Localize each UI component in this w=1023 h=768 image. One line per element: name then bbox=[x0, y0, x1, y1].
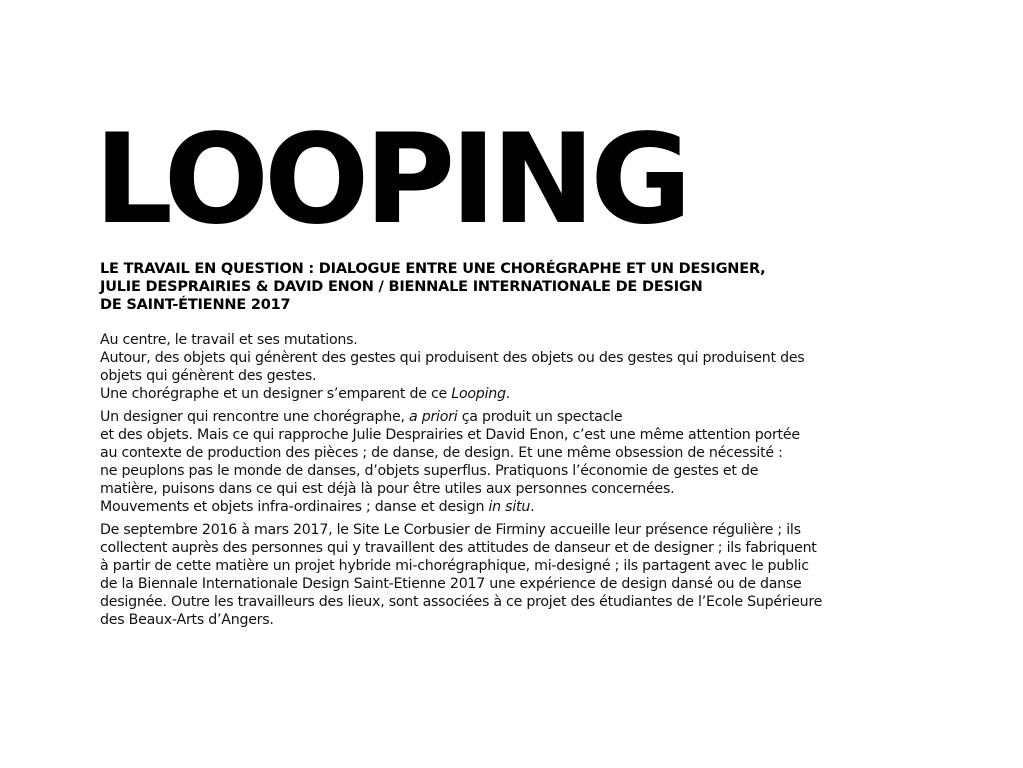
text-fragment: Une chorégraphe et un designer s’emparent de ce bbox=[100, 386, 452, 402]
text-line: de la Biennale Internationale Design Saint-Etienne 2017 une expérience de design dansé ou de danse bbox=[100, 576, 802, 592]
italic-looping: Looping bbox=[451, 386, 506, 402]
text-line: au contexte de production des pièces ; de danse, de design. Et une même obsession de nécessité : bbox=[100, 445, 783, 461]
subtitle-line: DE SAINT-ÉTIENNE 2017 bbox=[100, 297, 291, 313]
text-fragment: . bbox=[530, 499, 535, 515]
subtitle-line: LE TRAVAIL EN QUESTION : DIALOGUE ENTRE UNE CHORÉGRAPHE ET UN DESIGNER, bbox=[100, 261, 766, 277]
subtitle-line: JULIE DESPRAIRIES & DAVID ENON / BIENNALE INTERNATIONALE DE DESIGN bbox=[100, 279, 703, 295]
italic-in-situ: in situ bbox=[488, 499, 531, 515]
paragraph-firminy bbox=[100, 521, 930, 629]
text-fragment: . bbox=[505, 386, 511, 402]
text-line bbox=[100, 408, 930, 426]
text-line: objets qui génèrent des gestes. bbox=[100, 368, 317, 384]
italic-a-priori: a priori bbox=[408, 409, 458, 425]
text-line: Autour, des objets qui génèrent des gestes qui produisent des objets ou des gestes qui produisent des bbox=[100, 350, 805, 366]
text-line: et des objets. Mais ce qui rapproche Julie Desprairies et David Enon, c’est une même attention portée bbox=[100, 427, 800, 443]
text-line: ne peuplons pas le monde de danses, d’objets superflus. Pratiquons l’économie de gestes et de bbox=[100, 463, 759, 479]
paragraph-intro bbox=[100, 331, 930, 403]
text-line: De septembre 2016 à mars 2017, le Site Le Corbusier de Firminy accueille leur présence régulière ; ils bbox=[100, 522, 801, 538]
text-line: Au centre, le travail et ses mutations. bbox=[100, 332, 358, 348]
paragraph-designer bbox=[100, 408, 930, 516]
page-title: LOOPING bbox=[94, 108, 687, 252]
text-line: designée. Outre les travailleurs des lieux, sont associées à ce projet des étudiantes de l’Ecole Supérieure bbox=[100, 594, 823, 610]
text-fragment: ça produit un spectacle bbox=[457, 409, 623, 425]
text-line: à partir de cette matière un projet hybride mi-chorégraphique, mi-designé ; ils partagent avec le public bbox=[100, 558, 809, 574]
text-fragment: Mouvements et objets infra-ordinaires ; danse et design bbox=[100, 499, 489, 515]
body-text bbox=[100, 331, 930, 634]
text-line: matière, puisons dans ce qui est déjà là pour être utiles aux personnes concernées. bbox=[100, 481, 675, 497]
text-line: collectent auprès des personnes qui y travaillent des attitudes de danseur et de designer ; ils fabriquent bbox=[100, 540, 817, 556]
text-line: des Beaux-Arts d’Angers. bbox=[100, 612, 274, 628]
subtitle bbox=[100, 260, 920, 314]
text-line bbox=[100, 385, 930, 403]
text-fragment: Un designer qui rencontre une chorégraphe, bbox=[100, 409, 409, 425]
text-line bbox=[100, 498, 930, 516]
